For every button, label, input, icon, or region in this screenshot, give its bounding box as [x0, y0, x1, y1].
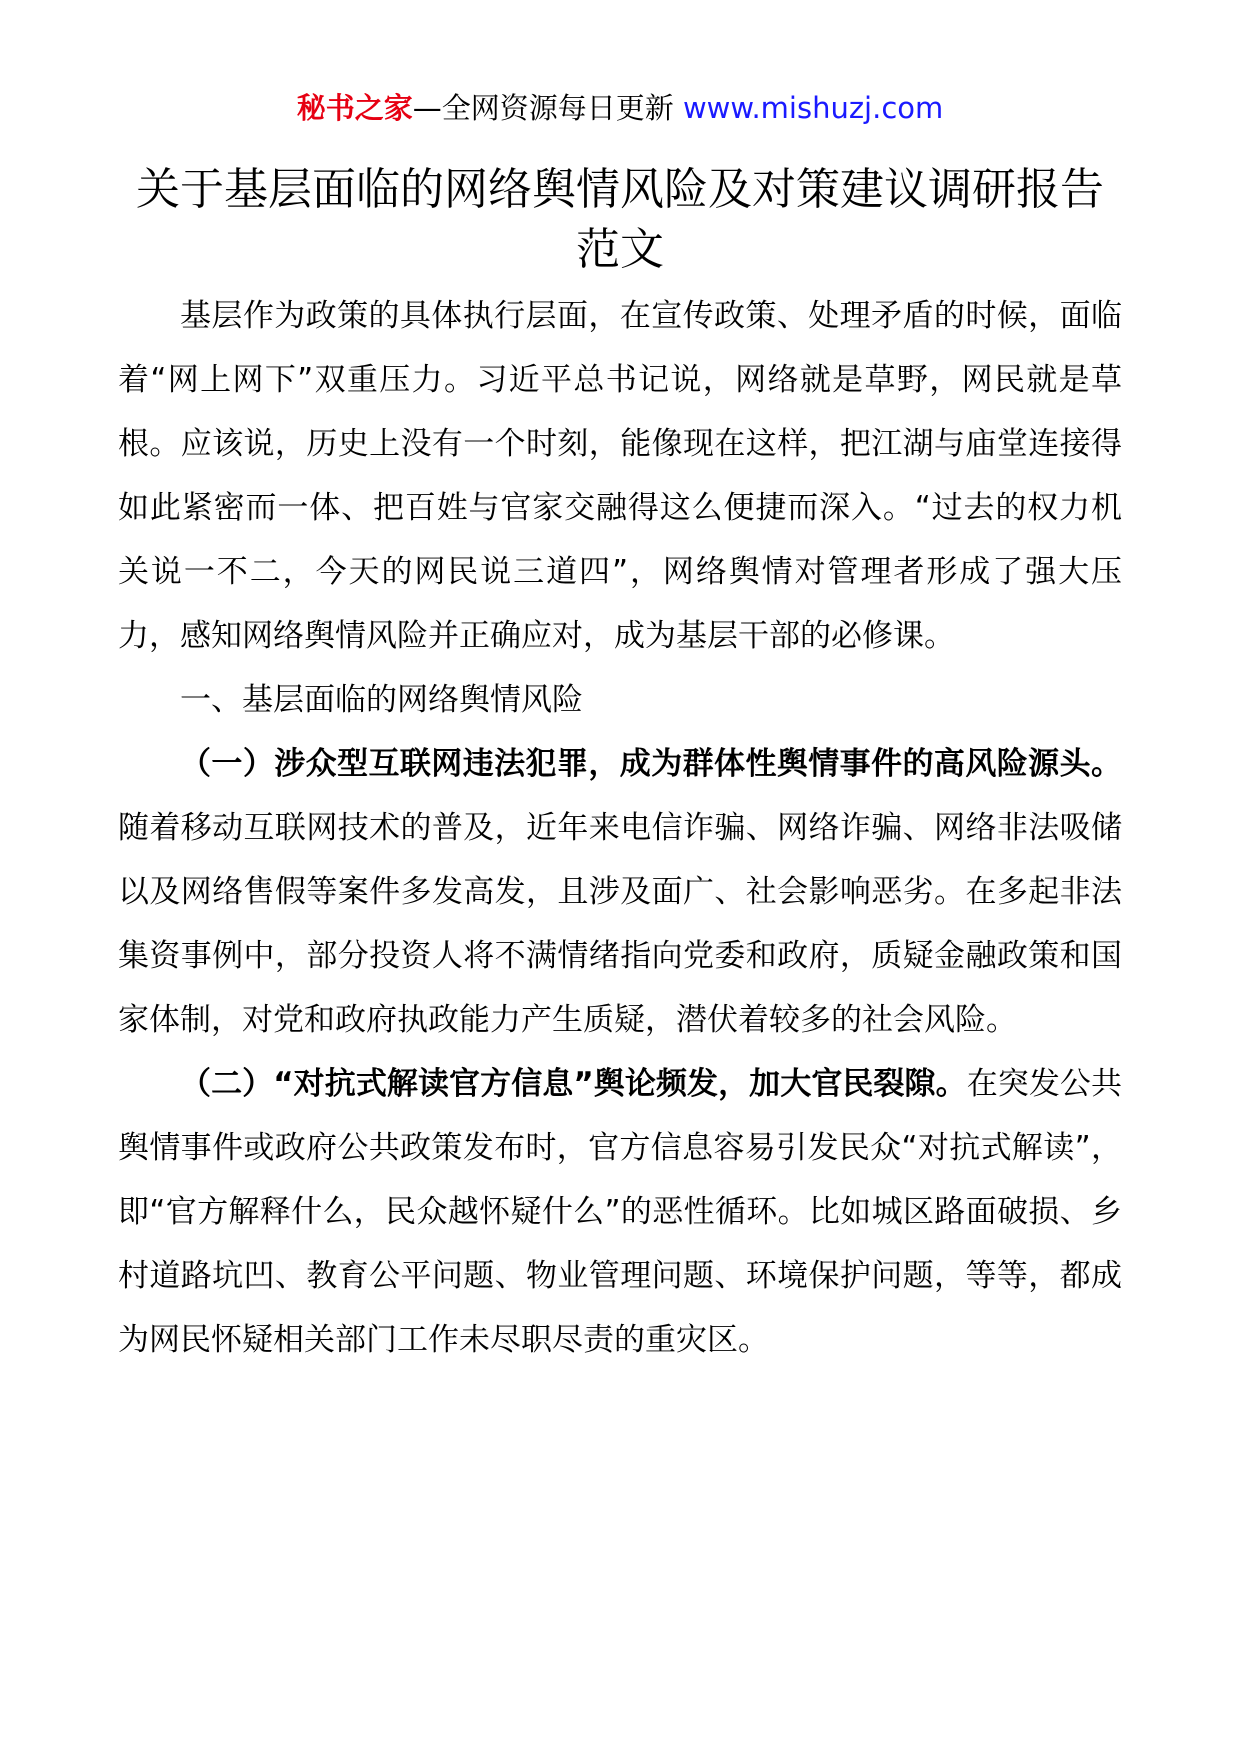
site-header: [0, 88, 1240, 128]
document-body: [118, 284, 1122, 1372]
site-brand: 秘书之家: [296, 91, 413, 125]
item-one-body: 随着移动互联网技术的普及，近年来电信诈骗、网络诈骗、网络非法吸储以及网络售假等案件多发高发，且涉及面广、社会影响恶劣。在多起非法集资事例中，部分投资人将不满情绪指向党委和政府，质疑金融政策和国家体制，对党和政府执政能力产生质疑，潜伏着较多的社会风险。: [118, 810, 1122, 1038]
site-tagline: —全网资源每日更新: [412, 91, 683, 125]
item-two-lead: （二）“对抗式解读官方信息”舆论频发，加大官民裂隙。: [180, 1066, 967, 1102]
document-title: 关于基层面临的网络舆情风险及对策建议调研报告范文: [136, 164, 1104, 275]
item-one-paragraph: [118, 732, 1122, 1052]
site-url-link[interactable]: www.mishuzj.com: [682, 91, 944, 125]
item-two-body: 在突发公共舆情事件或政府公共政策发布时，官方信息容易引发民众“对抗式解读”，即“官方解释什么，民众越怀疑什么”的恶性循环。比如城区路面破损、乡村道路坑凹、教育公平问题、物业管理问题、环境保护问题，等等，都成为网民怀疑相关部门工作未尽职尽责的重灾区。: [118, 1066, 1123, 1358]
intro-paragraph: 基层作为政策的具体执行层面，在宣传政策、处理矛盾的时候，面临着“网上网下”双重压力。习近平总书记说，网络就是草野，网民就是草根。应该说，历史上没有一个时刻，能像现在这样，把江湖与庙堂连接得如此紧密而一体、把百姓与官家交融得这么便捷而深入。“过去的权力机关说一不二，今天的网民说三道四”，网络舆情对管理者形成了强大压力，感知网络舆情风险并正确应对，成为基层干部的必修课。: [118, 298, 1122, 654]
section-heading: 一、基层面临的网络舆情风险: [180, 682, 583, 718]
item-one-lead: （一）涉众型互联网违法犯罪，成为群体性舆情事件的高风险源头。: [180, 746, 1122, 782]
item-two-paragraph: [118, 1052, 1122, 1372]
